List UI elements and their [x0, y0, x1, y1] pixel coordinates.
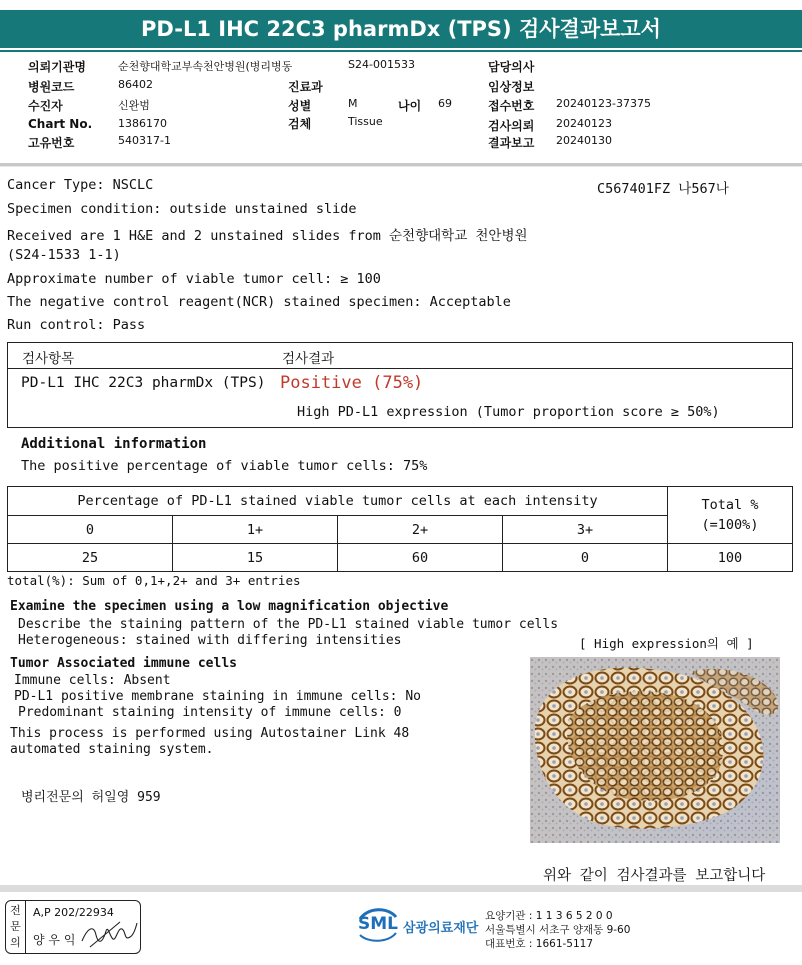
- hospital-code-label: 병원코드: [28, 80, 75, 94]
- pathologist-signature: 병리전문의 허일영 959: [21, 790, 161, 805]
- result-value: Positive (75%): [280, 373, 424, 393]
- intensity-category: 0: [8, 516, 173, 544]
- immune-heading: Tumor Associated immune cells: [10, 656, 237, 671]
- block-code: C567401FZ 나567나: [597, 181, 729, 197]
- total-header-line2: (=100%): [701, 517, 759, 533]
- cancer-type: Cancer Type: NSCLC: [7, 177, 154, 193]
- title-divider: [0, 50, 802, 52]
- receipt-number-label: 접수번호: [488, 99, 535, 113]
- chart-no-value: 1386170: [118, 117, 167, 130]
- closing-statement: 위와 같이 검사결과를 보고합니다: [543, 868, 766, 884]
- result-box-divider: [8, 368, 792, 369]
- handwritten-signature: [80, 917, 138, 951]
- intensity-value: 25: [8, 544, 173, 572]
- received-id: (S24-1533 1-1): [7, 247, 121, 263]
- immune-line1: Immune cells: Absent: [14, 673, 171, 688]
- unique-id-value: 540317-1: [118, 134, 171, 147]
- sex-value: M: [348, 97, 358, 110]
- autostainer-line1: This process is performed using Autostainer Link 48: [10, 726, 410, 741]
- total-value: 100: [668, 544, 793, 572]
- request-date-label: 검사의뢰: [488, 119, 535, 133]
- age-label: 나이: [398, 99, 422, 113]
- immune-line3: Predominant staining intensity of immune cells: 0: [18, 705, 402, 720]
- patient-label: 수진자: [28, 99, 63, 113]
- intensity-category: 3+: [503, 516, 668, 544]
- department-label: 진료과: [288, 80, 323, 94]
- attending-doctor-label: 담당의사: [488, 60, 535, 74]
- age-value: 69: [438, 97, 452, 110]
- sex-label: 성별: [288, 99, 312, 113]
- test-name: PD-L1 IHC 22C3 pharmDx (TPS): [21, 375, 266, 391]
- pathology-number-value: S24-001533: [348, 58, 415, 71]
- request-date-value: 20240123: [556, 117, 612, 130]
- specimen-condition: Specimen condition: outside unstained slide: [7, 201, 357, 217]
- stamp-name: 양 우 익: [33, 933, 76, 947]
- report-date-label: 결과보고: [488, 136, 535, 150]
- receipt-number-value: 20240123-37375: [556, 97, 651, 110]
- specimen-label: 검체: [288, 117, 312, 131]
- ihc-example-image: [530, 657, 780, 843]
- sml-logo-brand: SML: [358, 914, 398, 934]
- intensity-category: 2+: [338, 516, 503, 544]
- institution-code: 요양기관 : 1 1 3 6 5 2 0 0: [485, 910, 613, 922]
- report-date-value: 20240130: [556, 134, 612, 147]
- header-divider-shadow: [0, 166, 802, 167]
- total-header: [668, 487, 793, 544]
- positive-percentage: The positive percentage of viable tumor cells: 75%: [21, 458, 428, 474]
- received-line: Received are 1 H&E and 2 unstained slides from 순천향대학교 천안병원: [7, 228, 528, 244]
- immune-line2: PD-L1 positive membrane staining in immune cells: No: [14, 689, 421, 704]
- examine-line1: Describe the staining pattern of the PD-L1 stained viable tumor cells: [18, 617, 559, 632]
- ncr-result: The negative control reagent(NCR) stained specimen: Acceptable: [7, 294, 511, 310]
- total-header-line1: Total %: [701, 497, 759, 513]
- requesting-institution-label: 의뢰기관명: [28, 60, 86, 74]
- intensity-value: 15: [173, 544, 338, 572]
- examine-heading: Examine the specimen using a low magnification objective: [10, 599, 449, 614]
- report-title: PD-L1 IHC 22C3 pharmDx (TPS) 검사결과보고서: [0, 10, 802, 48]
- intensity-value: 60: [338, 544, 503, 572]
- run-control: Run control: Pass: [7, 317, 146, 333]
- chart-no-label: Chart No.: [28, 117, 93, 131]
- institution-phone: 대표번호 : 1661-5117: [485, 938, 594, 950]
- unique-id-label: 고유번호: [28, 136, 75, 150]
- footer-divider: [0, 885, 802, 892]
- intensity-value: 0: [503, 544, 668, 572]
- test-item-header: 검사항목: [22, 351, 75, 367]
- intensity-table-header: Percentage of PD-L1 stained viable tumor cells at each intensity: [8, 487, 668, 516]
- autostainer-line2: automated staining system.: [10, 742, 214, 757]
- specialist-stamp: [5, 900, 141, 954]
- image-caption: [ High expression의 예 ]: [579, 636, 754, 651]
- test-result-header: 검사결과: [282, 351, 335, 367]
- intensity-category: 1+: [173, 516, 338, 544]
- result-box: [7, 342, 793, 428]
- intensity-table: [7, 486, 793, 572]
- examine-line2: Heterogeneous: stained with differing intensities: [18, 633, 402, 648]
- institution-address: 서울특별시 서초구 양재동 9-60: [485, 924, 631, 936]
- stamp-vertical-label: 전문의: [6, 901, 26, 953]
- result-interpretation: High PD-L1 expression (Tumor proportion score ≥ 50%): [297, 404, 720, 420]
- stamp-code: A,P 202/22934: [33, 906, 114, 919]
- requesting-institution-value: 순천향대학교부속천안병원(병리병동: [118, 60, 293, 73]
- specimen-value: Tissue: [348, 115, 383, 128]
- viable-tumor-cells: Approximate number of viable tumor cell: ≥ 100: [7, 271, 381, 287]
- additional-info-heading: Additional information: [21, 436, 207, 452]
- patient-value: 신완범: [118, 99, 150, 112]
- sml-logo-name: 삼광의료재단: [403, 921, 479, 936]
- hospital-code-value: 86402: [118, 78, 153, 91]
- total-note: total(%): Sum of 0,1+,2+ and 3+ entries: [7, 573, 301, 588]
- clinical-info-label: 임상정보: [488, 80, 535, 94]
